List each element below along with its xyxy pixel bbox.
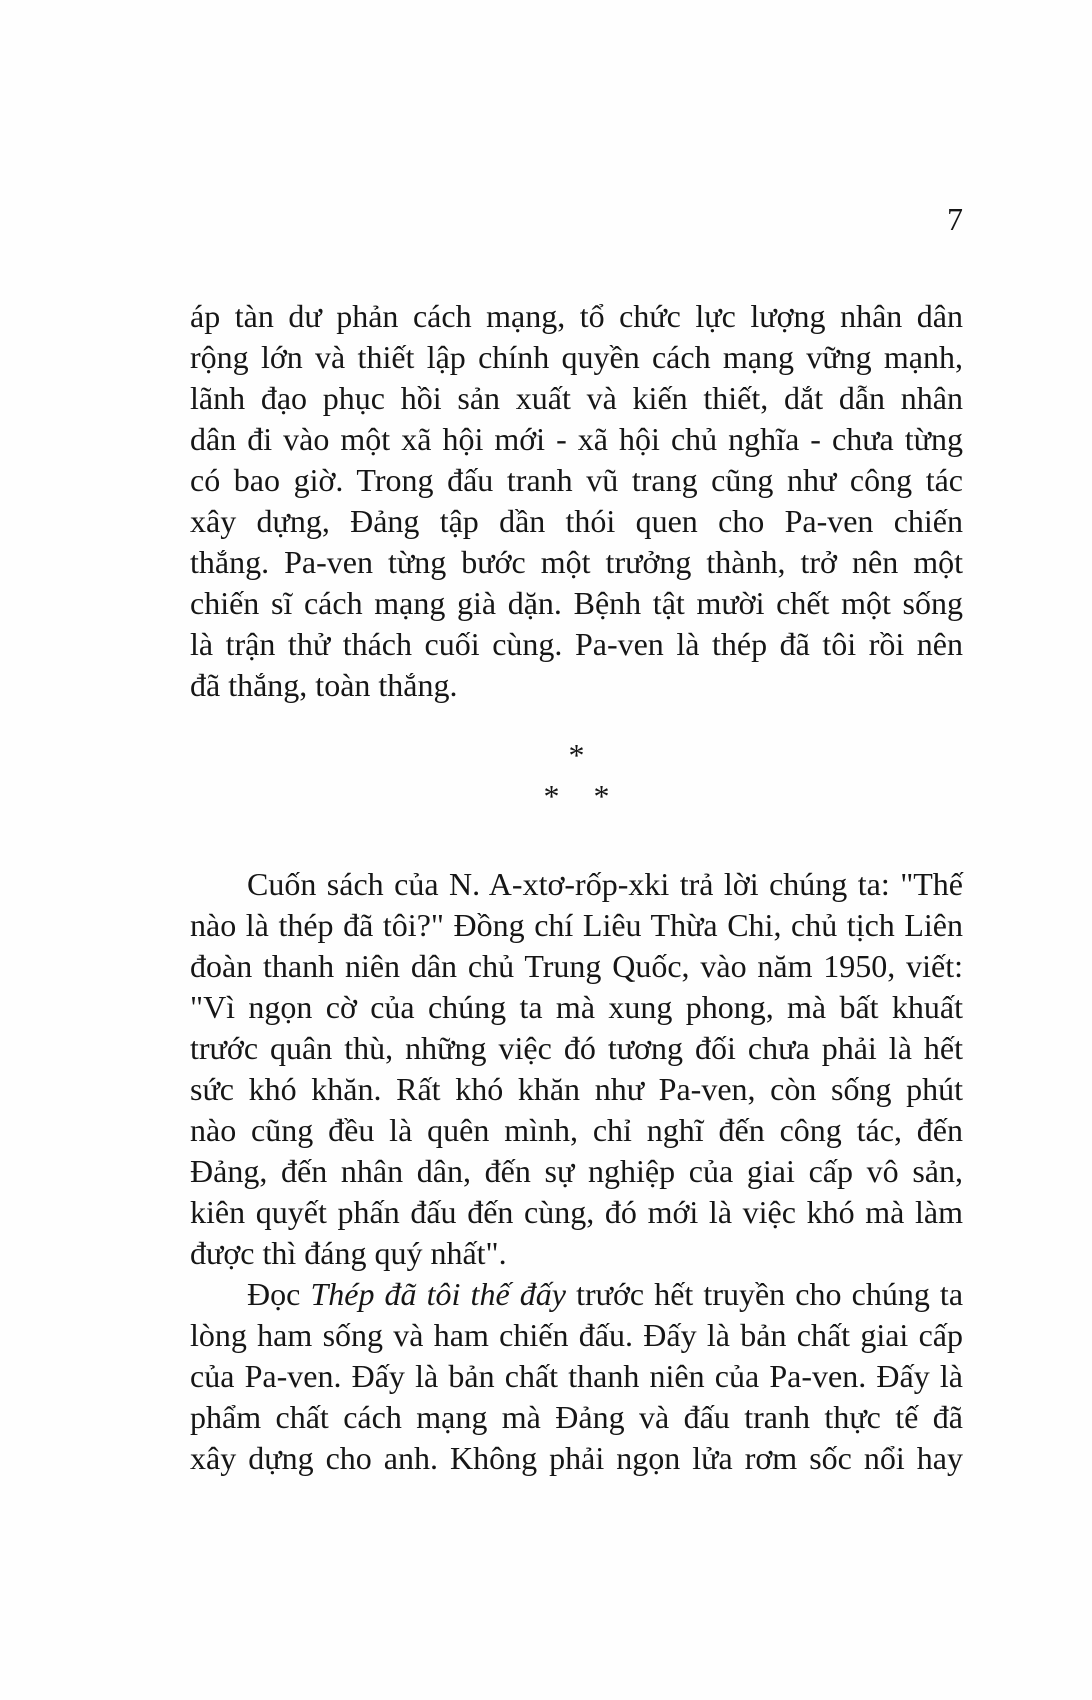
text-line: được thì đáng quý nhất".	[190, 1235, 507, 1271]
text-line: lòng ham sống và ham chiến đấu. Đấy là bản chất giai cấp	[190, 1317, 963, 1353]
text-block	[190, 296, 963, 1479]
text-line: kiên quyết phấn đấu đến cùng, đó mới là việc khó mà làm	[190, 1194, 963, 1230]
text-line: Cuốn sách của N. A-xtơ-rốp-xki trả lời chúng ta: "Thế	[247, 866, 963, 902]
text-line: sức khó khăn. Rất khó khăn như Pa-ven, còn sống phút	[190, 1071, 963, 1107]
text-line: của Pa-ven. Đấy là bản chất thanh niên của Pa-ven. Đấy là	[190, 1358, 963, 1394]
text-line: nào là thép đã tôi?" Đồng chí Liêu Thừa Chi, chủ tịch Liên	[190, 907, 963, 943]
text-line: thắng. Pa-ven từng bước một trưởng thành, trở nên một	[190, 544, 963, 580]
text-line: dân đi vào một xã hội mới - xã hội chủ nghĩa - chưa từng	[190, 421, 963, 457]
book-title-italic: Thép đã tôi thế đấy	[310, 1276, 566, 1312]
text-line: chiến sĩ cách mạng già dặn. Bệnh tật mười chết một sống	[190, 585, 963, 621]
text-line	[190, 1274, 963, 1315]
text-line: "Vì ngọn cờ của chúng ta mà xung phong, mà bất khuất	[190, 989, 963, 1025]
text-segment: trước hết truyền cho chúng ta	[565, 1276, 964, 1312]
text-line: áp tàn dư phản cách mạng, tổ chức lực lượng nhân dân	[190, 298, 963, 334]
text-segment: Đọc	[247, 1276, 311, 1312]
paragraph-2	[190, 864, 963, 1274]
paragraph-3	[190, 1274, 963, 1479]
text-line: đoàn thanh niên dân chủ Trung Quốc, vào năm 1950, viết:	[190, 948, 963, 984]
text-line: xây dựng, Đảng tập dần thói quen cho Pa-ven chiến	[190, 503, 963, 539]
text-line: có bao giờ. Trong đấu tranh vũ trang cũng như công tác	[190, 462, 963, 498]
text-line: xây dựng cho anh. Không phải ngọn lửa rơm sốc nổi hay	[190, 1440, 963, 1476]
paragraph-1	[190, 296, 963, 706]
text-line: lãnh đạo phục hồi sản xuất và kiến thiết, dắt dẫn nhân	[190, 380, 963, 416]
text-line: trước quân thù, những việc đó tương đối chưa phải là hết	[190, 1030, 963, 1066]
page-number: 7	[947, 201, 963, 237]
text-line: phẩm chất cách mạng mà Đảng và đấu tranh thực tế đã	[190, 1399, 963, 1435]
text-line: rộng lớn và thiết lập chính quyền cách mạng vững mạnh,	[190, 339, 963, 375]
text-line: nào cũng đều là quên mình, chỉ nghĩ đến công tác, đến	[190, 1112, 963, 1148]
section-separator	[190, 735, 963, 817]
text-line: Đảng, đến nhân dân, đến sự nghiệp của giai cấp vô sản,	[190, 1153, 963, 1189]
text-line: là trận thử thách cuối cùng. Pa-ven là thép đã tôi rồi nên	[190, 626, 963, 662]
asterisk-pair: * *	[543, 778, 610, 814]
asterisk-single: *	[568, 737, 585, 773]
text-line: đã thắng, toàn thắng.	[190, 667, 458, 703]
